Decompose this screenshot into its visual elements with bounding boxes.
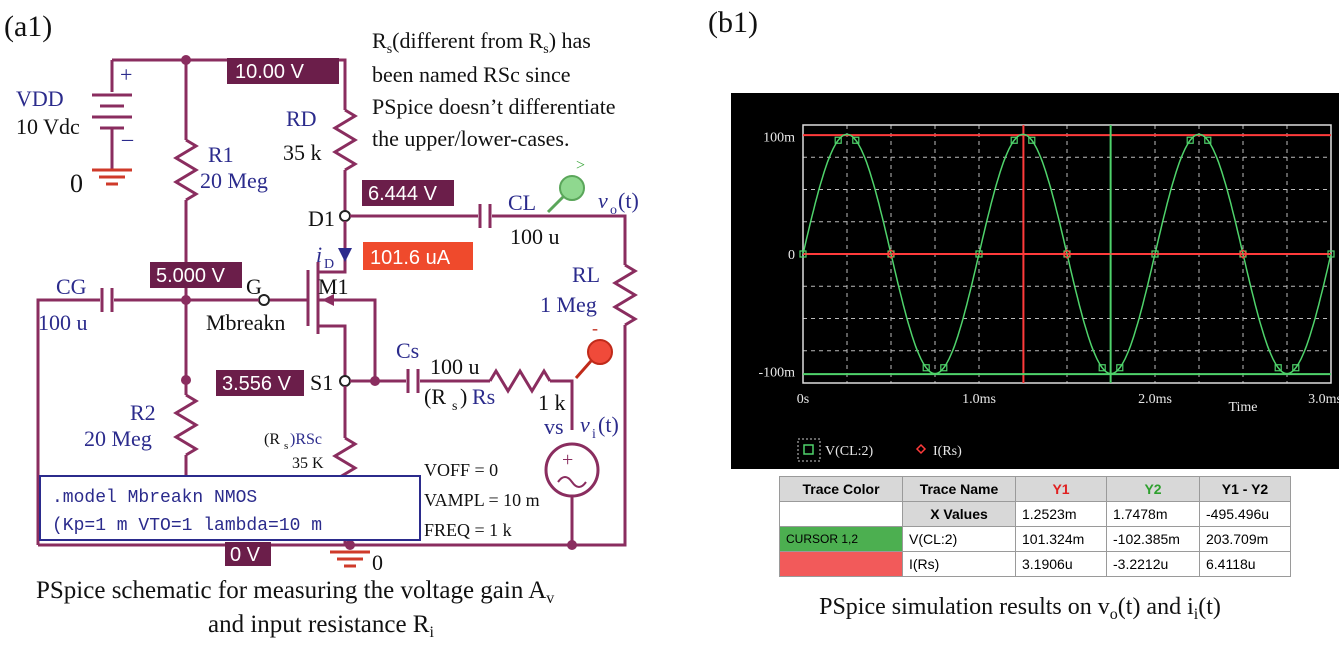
legend-focus-box bbox=[798, 439, 820, 461]
table-cell-y1: 1.2523m bbox=[1016, 502, 1107, 527]
cg-value: 100 u bbox=[38, 310, 88, 335]
ground-bottom-zero: 0 bbox=[372, 550, 383, 575]
id-label: i bbox=[316, 242, 323, 267]
probe-window bbox=[731, 93, 1339, 469]
rl-resistor bbox=[615, 265, 635, 325]
rd-name: RD bbox=[286, 106, 317, 131]
caption-b-sub1: o bbox=[1109, 606, 1118, 623]
vo-probe-icon[interactable] bbox=[560, 176, 584, 200]
vi-label-sub: i bbox=[592, 427, 596, 442]
id-sub: D bbox=[324, 257, 335, 272]
vi-label: v bbox=[580, 412, 590, 437]
ac-source-plus: + bbox=[562, 449, 574, 471]
cl-name: CL bbox=[508, 190, 537, 215]
caption-b-part3: (t) bbox=[1198, 594, 1221, 620]
d1-label: D1 bbox=[308, 206, 335, 231]
rsc-name: )RSc bbox=[290, 431, 322, 448]
rl-value: 1 Meg bbox=[540, 292, 597, 317]
table-cell-color bbox=[780, 552, 903, 577]
caption-a-line2: and input resistance $R_i$ bbox=[208, 611, 434, 641]
y-tick-label: -100m bbox=[758, 365, 795, 381]
cursor-table bbox=[779, 476, 1291, 577]
caption-b bbox=[760, 594, 1280, 624]
r2-name: R2 bbox=[130, 400, 156, 425]
rd-resistor bbox=[335, 110, 355, 170]
panel-b-label: (b1) bbox=[708, 6, 758, 39]
rs-resistor bbox=[490, 371, 550, 391]
vdd-rail-voltage: 10.00 V bbox=[235, 61, 304, 83]
table-cell-y2: -102.385m bbox=[1107, 527, 1200, 552]
node-bottom-ground bbox=[345, 540, 355, 550]
node-vs-ground bbox=[567, 540, 577, 550]
rsc-prefix: (R bbox=[264, 431, 280, 448]
header-trace-color: Trace Color bbox=[780, 477, 903, 502]
source-param-voff: VOFF = 0 bbox=[424, 460, 499, 480]
table-cell-y1: 101.324m bbox=[1016, 527, 1107, 552]
y-tick-label: 100m bbox=[763, 130, 795, 146]
table-cell-name: X Values bbox=[903, 502, 1016, 527]
drain-current: 101.6 uA bbox=[370, 247, 451, 269]
cursor-table-header bbox=[780, 477, 1291, 502]
caption-b-sub2: i bbox=[1193, 606, 1199, 623]
x-tick-label: 2.0ms bbox=[1138, 392, 1172, 407]
s1-label: S1 bbox=[310, 370, 334, 395]
legend-vcl-label[interactable]: V(CL:2) bbox=[825, 444, 874, 459]
vs-name: vs bbox=[544, 414, 564, 439]
gate-voltage: 5.000 V bbox=[156, 265, 225, 287]
y-tick-label: 0 bbox=[788, 248, 795, 263]
legend-irs-marker bbox=[917, 445, 925, 453]
x-axis-label: Time bbox=[1228, 400, 1258, 415]
model-line-2: (Kp=1 m VTO=1 lambda=10 m bbox=[52, 516, 323, 536]
vi-probe-icon[interactable] bbox=[588, 340, 612, 364]
g-label: G bbox=[246, 274, 262, 299]
r1-resistor bbox=[176, 140, 196, 200]
m1-model: Mbreakn bbox=[206, 310, 286, 335]
source-voltage: 3.556 V bbox=[222, 373, 291, 395]
note-line-3: PSpice doesn’t differentiate bbox=[372, 94, 616, 119]
rs-paren-close: ) bbox=[460, 384, 468, 409]
note-line-4: the upper/lower-cases. bbox=[372, 126, 570, 151]
header-trace-name: Trace Name bbox=[903, 477, 1016, 502]
pin-d1 bbox=[340, 211, 350, 221]
header-y2: Y2 bbox=[1107, 477, 1200, 502]
rs-paren: (R bbox=[424, 384, 446, 409]
vo-probe-plus: > bbox=[576, 157, 586, 174]
vo-label-arg: (t) bbox=[618, 188, 639, 213]
ground-voltage: 0 V bbox=[230, 544, 261, 566]
table-row-x-values[interactable] bbox=[780, 502, 1291, 527]
cg-name: CG bbox=[56, 274, 87, 299]
cs-name: Cs bbox=[396, 338, 420, 363]
ground-left-zero: 0 bbox=[70, 169, 83, 198]
source-param-vampl: VAMPL = 10 m bbox=[424, 490, 540, 510]
table-cell-y2: -3.2212u bbox=[1107, 552, 1200, 577]
rl-name: RL bbox=[572, 262, 601, 287]
caption-b-part2: (t) and i bbox=[1117, 594, 1194, 620]
vdd-value: 10 Vdc bbox=[16, 114, 80, 139]
header-y1: Y1 bbox=[1016, 477, 1107, 502]
m1-name: M1 bbox=[318, 274, 349, 299]
x-tick-label: 3.0ms bbox=[1308, 392, 1339, 407]
x-tick-label: 0s bbox=[796, 392, 810, 407]
legend-vcl-marker bbox=[804, 445, 813, 454]
table-cell-name: V(CL:2) bbox=[903, 527, 1016, 552]
plot-series bbox=[800, 134, 1334, 373]
table-cell-diff: 203.709m bbox=[1200, 527, 1291, 552]
cl-value: 100 u bbox=[510, 224, 560, 249]
vo-label-sub: o bbox=[610, 203, 617, 218]
pin-s1 bbox=[340, 376, 350, 386]
vdd-minus: _ bbox=[122, 118, 133, 143]
vi-probe-minus: - bbox=[592, 318, 598, 338]
waveform-plot bbox=[731, 93, 1339, 469]
rsc-value: 35 K bbox=[292, 455, 324, 472]
table-cell-diff: 6.4118u bbox=[1200, 552, 1291, 577]
table-cell-color bbox=[780, 502, 903, 527]
note-line-2: been named RSc since bbox=[372, 62, 571, 87]
rs-name: Rs bbox=[472, 384, 496, 409]
r1-name: R1 bbox=[208, 142, 234, 167]
table-row-vcl[interactable] bbox=[780, 527, 1291, 552]
vdd-name: VDD bbox=[16, 86, 64, 111]
legend-irs-label[interactable]: I(Rs) bbox=[933, 444, 962, 459]
caption-a-line1: PSpice schematic for measuring the voltage gain $A_v$ bbox=[36, 577, 555, 607]
node-r2-top bbox=[181, 375, 191, 385]
vi-label-arg: (t) bbox=[598, 412, 619, 437]
table-cell-y1: 3.1906u bbox=[1016, 552, 1107, 577]
caption-b-part1: PSpice simulation results on v bbox=[819, 594, 1110, 620]
panel-label-a1: (a1) bbox=[4, 10, 53, 43]
rs-value: 1 k bbox=[538, 390, 566, 415]
source-channel-wire bbox=[318, 326, 345, 376]
r2-resistor bbox=[176, 395, 196, 455]
table-cell-color: CURSOR 1,2 bbox=[780, 527, 903, 552]
x-tick-label: 1.0ms bbox=[962, 392, 996, 407]
source-param-freq: FREQ = 1 k bbox=[424, 520, 512, 540]
r2-value: 20 Meg bbox=[84, 426, 152, 451]
table-cell-diff: -495.496u bbox=[1200, 502, 1291, 527]
plot-axes bbox=[758, 125, 1339, 415]
vdd-plus: + bbox=[120, 62, 133, 87]
node-source-body bbox=[370, 376, 380, 386]
model-line-1: .model Mbreakn NMOS bbox=[52, 488, 258, 508]
vi-probe-tip bbox=[576, 361, 591, 378]
r1-value: 20 Meg bbox=[200, 168, 268, 193]
table-row-irs[interactable] bbox=[780, 552, 1291, 577]
rsc-sub: s bbox=[284, 440, 289, 452]
table-cell-name: I(Rs) bbox=[903, 552, 1016, 577]
cs-value: 100 u bbox=[430, 354, 480, 379]
rd-value: 35 k bbox=[283, 140, 322, 165]
node-r1-top bbox=[181, 55, 191, 65]
note-line-1: $R_s(different$ from $R_s$) has bbox=[372, 28, 591, 57]
plot-legend bbox=[798, 439, 962, 461]
table-cell-y2: 1.7478m bbox=[1107, 502, 1200, 527]
drain-voltage: 6.444 V bbox=[368, 183, 437, 205]
id-arrow-head bbox=[338, 248, 352, 262]
vo-label: v bbox=[598, 188, 608, 213]
ac-source-wave bbox=[558, 477, 586, 487]
rs-paren-sub: s bbox=[452, 399, 458, 414]
header-y1-y2: Y1 - Y2 bbox=[1200, 477, 1291, 502]
vo-probe-tip bbox=[548, 197, 563, 212]
